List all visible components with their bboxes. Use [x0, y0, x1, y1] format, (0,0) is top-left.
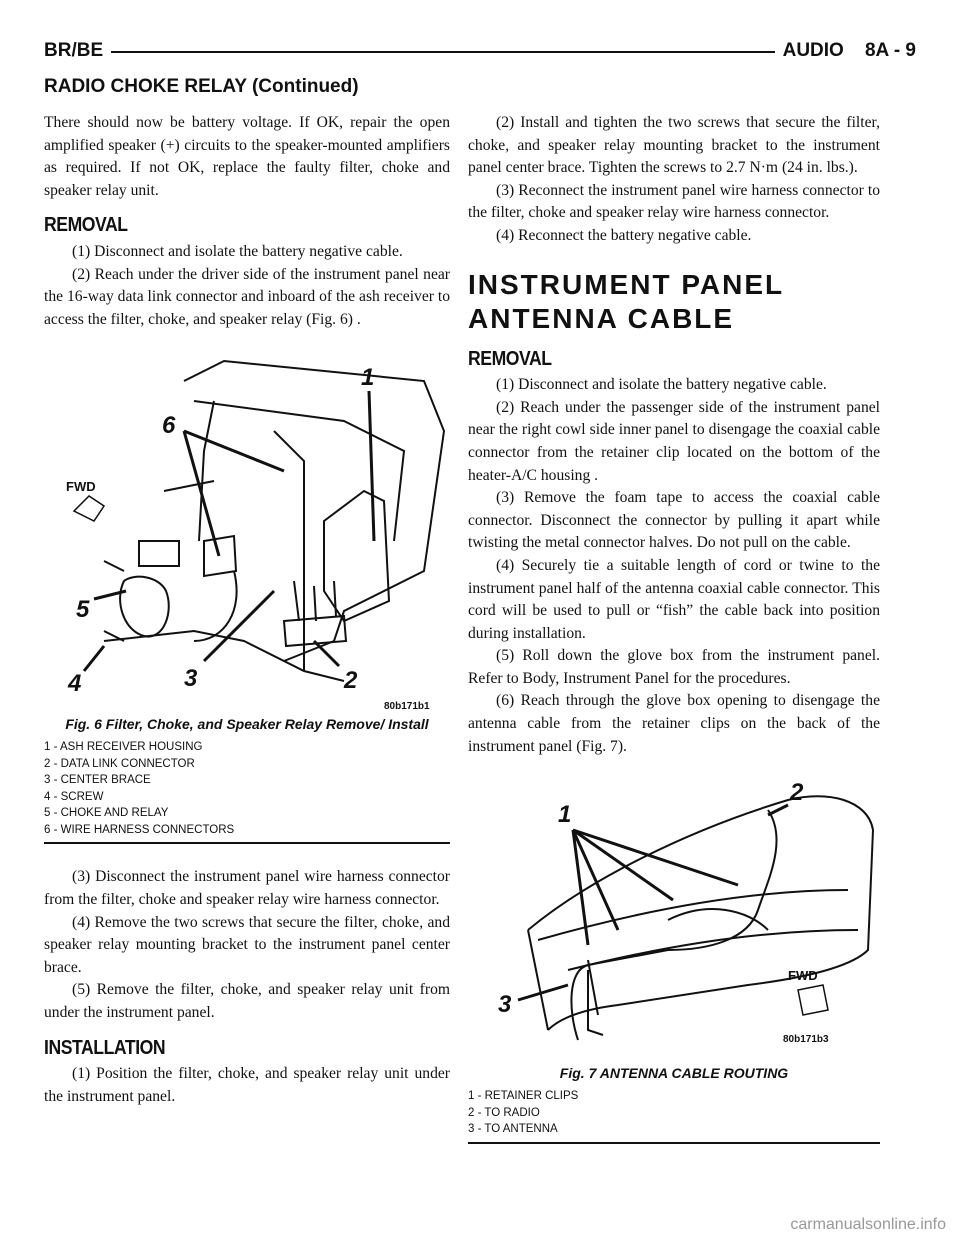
fig6-callout-5: 5 — [76, 596, 90, 624]
legend-item: 1 - ASH RECEIVER HOUSING — [44, 741, 203, 754]
removal-step: (4) Securely tie a suitable length of cord or twine to the instrument panel half of the antenna coaxial cable connector. This cord will be used to pull or “fish” the cable back into position during installation. — [468, 556, 880, 642]
fig7-code: 80b171b3 — [783, 1034, 829, 1046]
fig6-callout-1: 1 — [361, 364, 375, 392]
removal-step: (4) Remove the two screws that secure the filter, choke, and speaker relay mounting bracket to the instrument panel center brace. — [44, 913, 450, 976]
fig7-callout-3: 3 — [498, 991, 512, 1019]
removal-step: (5) Remove the filter, choke, and speaker relay unit from under the instrument panel. — [44, 981, 450, 1021]
fig7-fwd-label: FWD — [788, 968, 818, 984]
legend-item: 6 - WIRE HARNESS CONNECTORS — [44, 823, 235, 836]
fig6-callout-6: 6 — [162, 412, 176, 440]
header-model: BR/BE — [44, 40, 111, 62]
header-section: AUDIO — [782, 40, 844, 61]
installation-step: (4) Reconnect the battery negative cable. — [496, 226, 752, 244]
left-column — [44, 112, 450, 1108]
legend-item: 2 - DATA LINK CONNECTOR — [44, 757, 195, 770]
header-section-page — [775, 40, 916, 62]
legend-item: 3 - CENTER BRACE — [44, 774, 151, 787]
fig6-legend — [44, 739, 450, 844]
removal-step: (3) Remove the foam tape to access the coaxial cable connector. Disconnect the connector by pulling it apart while twisting the metal connector halves. Do not pull on the cable. — [468, 489, 880, 552]
page-header — [44, 40, 916, 66]
removal-step: (6) Reach through the glove box opening to disengage the antenna cable from the retainer clips on the back of the instrument panel (Fig. 7). — [468, 692, 880, 755]
fig6-code: 80b171b1 — [384, 701, 430, 712]
legend-item: 5 - CHOKE AND RELAY — [44, 807, 169, 820]
fig7-callout-2: 2 — [790, 779, 804, 807]
figure-7 — [468, 770, 880, 1144]
section-continued-title: RADIO CHOKE RELAY (Continued) — [44, 76, 359, 97]
fig6-callout-3: 3 — [184, 665, 198, 693]
fwd-arrow-icon — [74, 496, 104, 521]
legend-item: 3 - TO ANTENNA — [468, 1123, 558, 1136]
right-column — [468, 112, 880, 1144]
fig7-caption: Fig. 7 ANTENNA CABLE ROUTING — [559, 1065, 789, 1082]
installation-step: (2) Install and tighten the two screws that secure the filter, choke, and speaker relay mounting bracket to the instrument panel center brace. Tighten the screws to 2.7 N·m (24 in. lbs.). — [468, 114, 880, 177]
installation-step: (3) Reconnect the instrument panel wire harness connector to the filter, choke and speaker relay wire harness connector. — [468, 181, 880, 222]
fig7-legend — [468, 1088, 880, 1144]
fig7-callout-1: 1 — [558, 801, 572, 829]
watermark: carmanualsonline.info — [790, 1216, 946, 1233]
fig7-illustration — [468, 770, 880, 1060]
removal-step: (2) Reach under the driver side of the instrument panel near the 16-way data link connector and inboard of the ash receiver to access the filter, choke, and speaker relay (Fig. 6) . — [44, 265, 450, 328]
legend-item: 4 - SCREW — [44, 790, 104, 803]
fig6-illustration — [44, 341, 450, 711]
fig6-callout-4: 4 — [68, 670, 82, 698]
removal-heading: REMOVAL — [468, 347, 552, 370]
section-heading: INSTRUMENT PANEL ANTENNA CABLE — [468, 268, 784, 334]
installation-step: (1) Position the filter, choke, and speaker relay unit under the instrument panel. — [44, 1065, 450, 1105]
figure-6 — [44, 341, 450, 844]
fig6-fwd-label: FWD — [66, 479, 96, 495]
removal-step: (3) Disconnect the instrument panel wire harness connector from the filter, choke and speaker relay wire harness connector. — [44, 868, 450, 908]
removal-heading: REMOVAL — [44, 214, 128, 237]
removal-step: (2) Reach under the passenger side of the instrument panel near the right cowl side inner panel to disengage the coaxial cable connector from the retainer clip located on the bottom of the heater-A/C housing . — [468, 398, 880, 484]
removal-step: (1) Disconnect and isolate the battery negative cable. — [496, 376, 827, 394]
removal-step: (5) Roll down the glove box from the instrument panel. Refer to Body, Instrument Panel for the procedures. — [468, 647, 880, 687]
intro-paragraph: There should now be battery voltage. If OK, repair the open amplified speaker (+) circuits to the speaker-mounted amplifiers as required. If not OK, replace the faulty filter, choke and speaker relay unit. — [44, 114, 450, 199]
fig6-callout-2: 2 — [344, 667, 358, 695]
legend-item: 2 - TO RADIO — [468, 1106, 540, 1119]
legend-item: 1 - RETAINER CLIPS — [468, 1090, 579, 1103]
fig6-caption: Fig. 6 Filter, Choke, and Speaker Relay Remove/ Install — [65, 716, 429, 733]
fwd-arrow-icon — [798, 985, 828, 1015]
installation-heading: INSTALLATION — [44, 1036, 166, 1059]
header-page-number: 8A - 9 — [864, 40, 916, 61]
removal-step: (1) Disconnect and isolate the battery negative cable. — [72, 242, 403, 260]
